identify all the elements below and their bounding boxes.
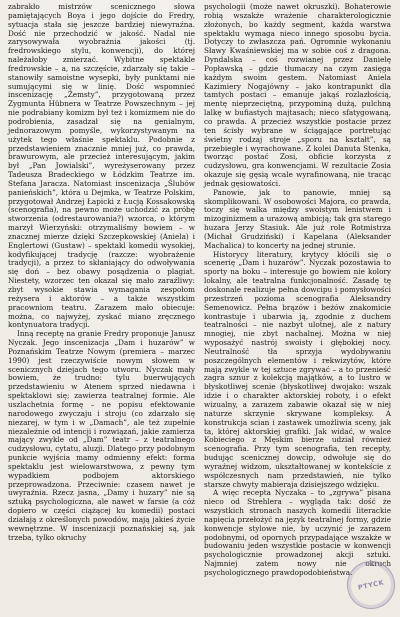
article-paragraph: Historycy literatury, krytycy kłócili się o scenerię „Dam i huzarów”. Nyczak pozostawia to sporty na boku – interesuje go bowiem nie kolory lokalny, ale teatralna funkcjonalność. Zasadę tę doskonale realizuje pełna dowcipu i pomysłowości przestrzeń pozioma scenografia Aleksandry Semenowicz. Pełna brązów i beżów znakomicie kontrastuje i ubarwia ją, zgodnie z duchem teatralności – nie nazbyt ulotnej, ale z natury mnogiej, nie zbyt nachalnej. Można w niej wyposażyć nastrój swoisty i głębokiej nocy. Neutralność tła sprzyja wydobywaniu poszczególnych elementów i rekwizytów, które mają zwykle w tej sztuce zgrywać – a to przenieść zagra sznur z kolekcją majątków, a to lustro w błyskotliwej scenie (błyskotliwej dwojako: wszak idzie i o charakter aktorskiej roboty, i o efekt wizualny, a zarazem zabawie okazał się w niej naturze skrzynie skrywane kompleksy. A konstrukcja scian i zastawek umożliwia sceny, jak ta, której aktorskiej grafiki. Jak widać, w walce Kobieciego z Męskim bierze udział również scenografia. Przy tym scenografia, ten recepty, budując scenicznej dowcip, odwołuje się do wyraźnej widzom, ukształtowanej w kontekście z współczesnych nam przedstawień, nie tylko starsze chwyty mabieraja dzisiejszego wdzięku. <box>204 249 391 489</box>
article-paragraph: Panowie, jak to panowie, mniej są skomplikowani. W osobowości Majora, co prawda, toczy się walka między swoistym lenistwem i mizoginizmem a urazową ambicją; tak gra starego huzara Jerzy Stasiuk. Ale już role Rotmistrza (Michał Grudziński) i Kapelana (Aleksander Machalica) to koncerty na jednej strunie. <box>204 187 391 250</box>
article-paragraph: Inną receptę na granie Fredry proponuje Janusz Nyczak. Jego inscenizacja „Dam i huzarów” w Poznańskim Teatrze Nowym (premiera – marzec 1990) jest rzeczywiście nowym słowem w scenicznych dziejach tego utworu. Nyczak mały bowiem, że trudno: tylu buerwujących przedstawieniu w Atenem sprzed niedawna i spektaklowi się; zawierza teatralnej formie. Ale uszlachetnia formę – ne popisu efektowanie narodowego zwyczaju i stroju (co zdarzało się niezarej, w tym i w „Damach”, ale też zupełnie niezależnie od intencji i rozwiązań, jakie zamierza mający zwykle od „Dam” teatr – z teatralnego cudzysłowu, cytatu, aluzji. Dlatego przy podobnym punkcie wyjścia mamy odmienny efekt: forma spektaklu jest wielowarstwowa, z pewny tym wypadkiem podbojem aktorskiego przeprowadzona. Przeciwnie: czasem nawet je uwyraźnia. Rzecz jasna, „Damy i huzary” nie są sztuką psychologiczna, ale nawet w farsie (a cóż dopiero w części ciążącej ku komedii) postaci działają z określonych powodów, mają jakieś życie wewnętrzne. W inscenizacji poznańskiej są, jak trzeba, tylko okruchy <box>8 329 195 542</box>
article-right-column <box>204 3 391 578</box>
article-left-column <box>8 3 195 542</box>
article-paragraph: psychologii (może nawet okruszki). Bohaterowie robią wszakże wrażenie charakterologicznie złożonych, bo każdy segment, każda warstwa spektaklu wymaga nieco innego sposobu bycia. Dotyczy to zwłaszcza pań. Ogromnie wykonaniu Sławy Kwaśniewskiej ma w sobie coś z dragona. Dyndalska – coś rozwianej przez Danielę Popławską – gdzie tłumaczy na czym zasięga każdym swoim gestem. Natomiast Aniela Kazimiery Nogajówny – jako kontrapunkt dla tamtych postaci – emanuje jakąś rozlazłością, mentę nieprzeciętną, przypominą dużą, pulchną lalkę w bufiastych majtasach; nieco sfatygowaną, co prawda. A przecież wszystkie postacie przez ten ścisły wybrane w ściągające portretując świetny rodzaj stroje „sporu na kształt”, są przebiegłe i wyrachowane. Z kolei Danuta Stenka, tworząc postać Zosi, obficie korzysta z cudzysłowu, gra konwencjami. W rezultacie Zosia okazuje się gęsią wcale wyrafinowaną, nie tracąc jednak gęsiowatości. <box>204 2 391 188</box>
article-paragraph: A więc recepta Nyczaka – to „zgrywa” pisana nieco od Strehlera – wygląda tak: dość że wszystkich stronach naszych komedii literackie napięcia przełożyć na język teatralnej formy, gdzie konwencje stylowe nie, by uczynić je zarazem podobnymi, od opornych przypadające wszakże w budowaniu jeden wszystkie postacie w konwencji psychologicznie prowadzonej akcji sztuki. Najmniej zatem nowy nie okruch psychologicznego prawdopodobieństwa. <box>204 488 391 577</box>
stamp-text: PTYCK <box>357 578 385 592</box>
article-paragraph: zabrakło mistrzów scenicznego słowa pamiętających Boya i jego dojście do Fredry, sytuacja stała się jeszcze bardziej niewyraźna. Dość nie przechodzić w jakość. Nadal nie zarysowywała wyobraźnia jakości (tj. fredrowskiego stylu, konwencji), do której należałoby zmierzać. Wybitne spektakle fredrowskie – a, na szczęście, zdarzały się takie – stanowiły samoistne wysepki, były punktami nie sumującymi się w linię. Dość wspomnieć inscenizację „Zemsty”, przygotowaną przez Zygmunta Hübnera w Teatrze Powszechnym – jej nie podrabiany komizm był też i komizmem nie do podrobienia, zasadzał się na genialnym, jednorazowym pomyśle, wykorzystywanym na użytek tego właśnie spektaklu. Podobnie z przedstawieniem znacznie mniej już, co prawda, brawurowym, ale przecież interesującym, jakim był „Pan Jowialski”, wyreżyserowany przez Tadeusza Bradeckiego w Łódzkim Teatrze im. Stefana Jaracza. Natomiast inscenizacja „Ślubów panieńskich”, która u Dejmka, w Teatrze Polskim, przygotował Andrzej Łapicki z Łucją Kossakowską (scenografia), na pewno może uchodzić za próbę stworzenia (odrestaurowania?) wzorca, o którym marzył Wierzyński: otrzymaliśmy bowiem – w znacznej mierze dzięki Szczepkowskiej (Aniela) i Englertowi (Gustaw) – spektakl komedii wysokiej, kodyfikującej tradycję (razcze: wyobrażenie tradycji), a przez to skłaniający do odwoływania się doń – bez obawy posądzenia o plagiat. Niestety, wzorzec ten okazał się mało zaraźliwy: zbyt wysokie stawia wymagania zespołom reżysera i aktorów – a także wszystkim pracowniom teatru. Zarazem mało obiecuje: można, co najwyżej, zyskać miano zręcznego kontynuatora tradycji. <box>8 2 195 330</box>
